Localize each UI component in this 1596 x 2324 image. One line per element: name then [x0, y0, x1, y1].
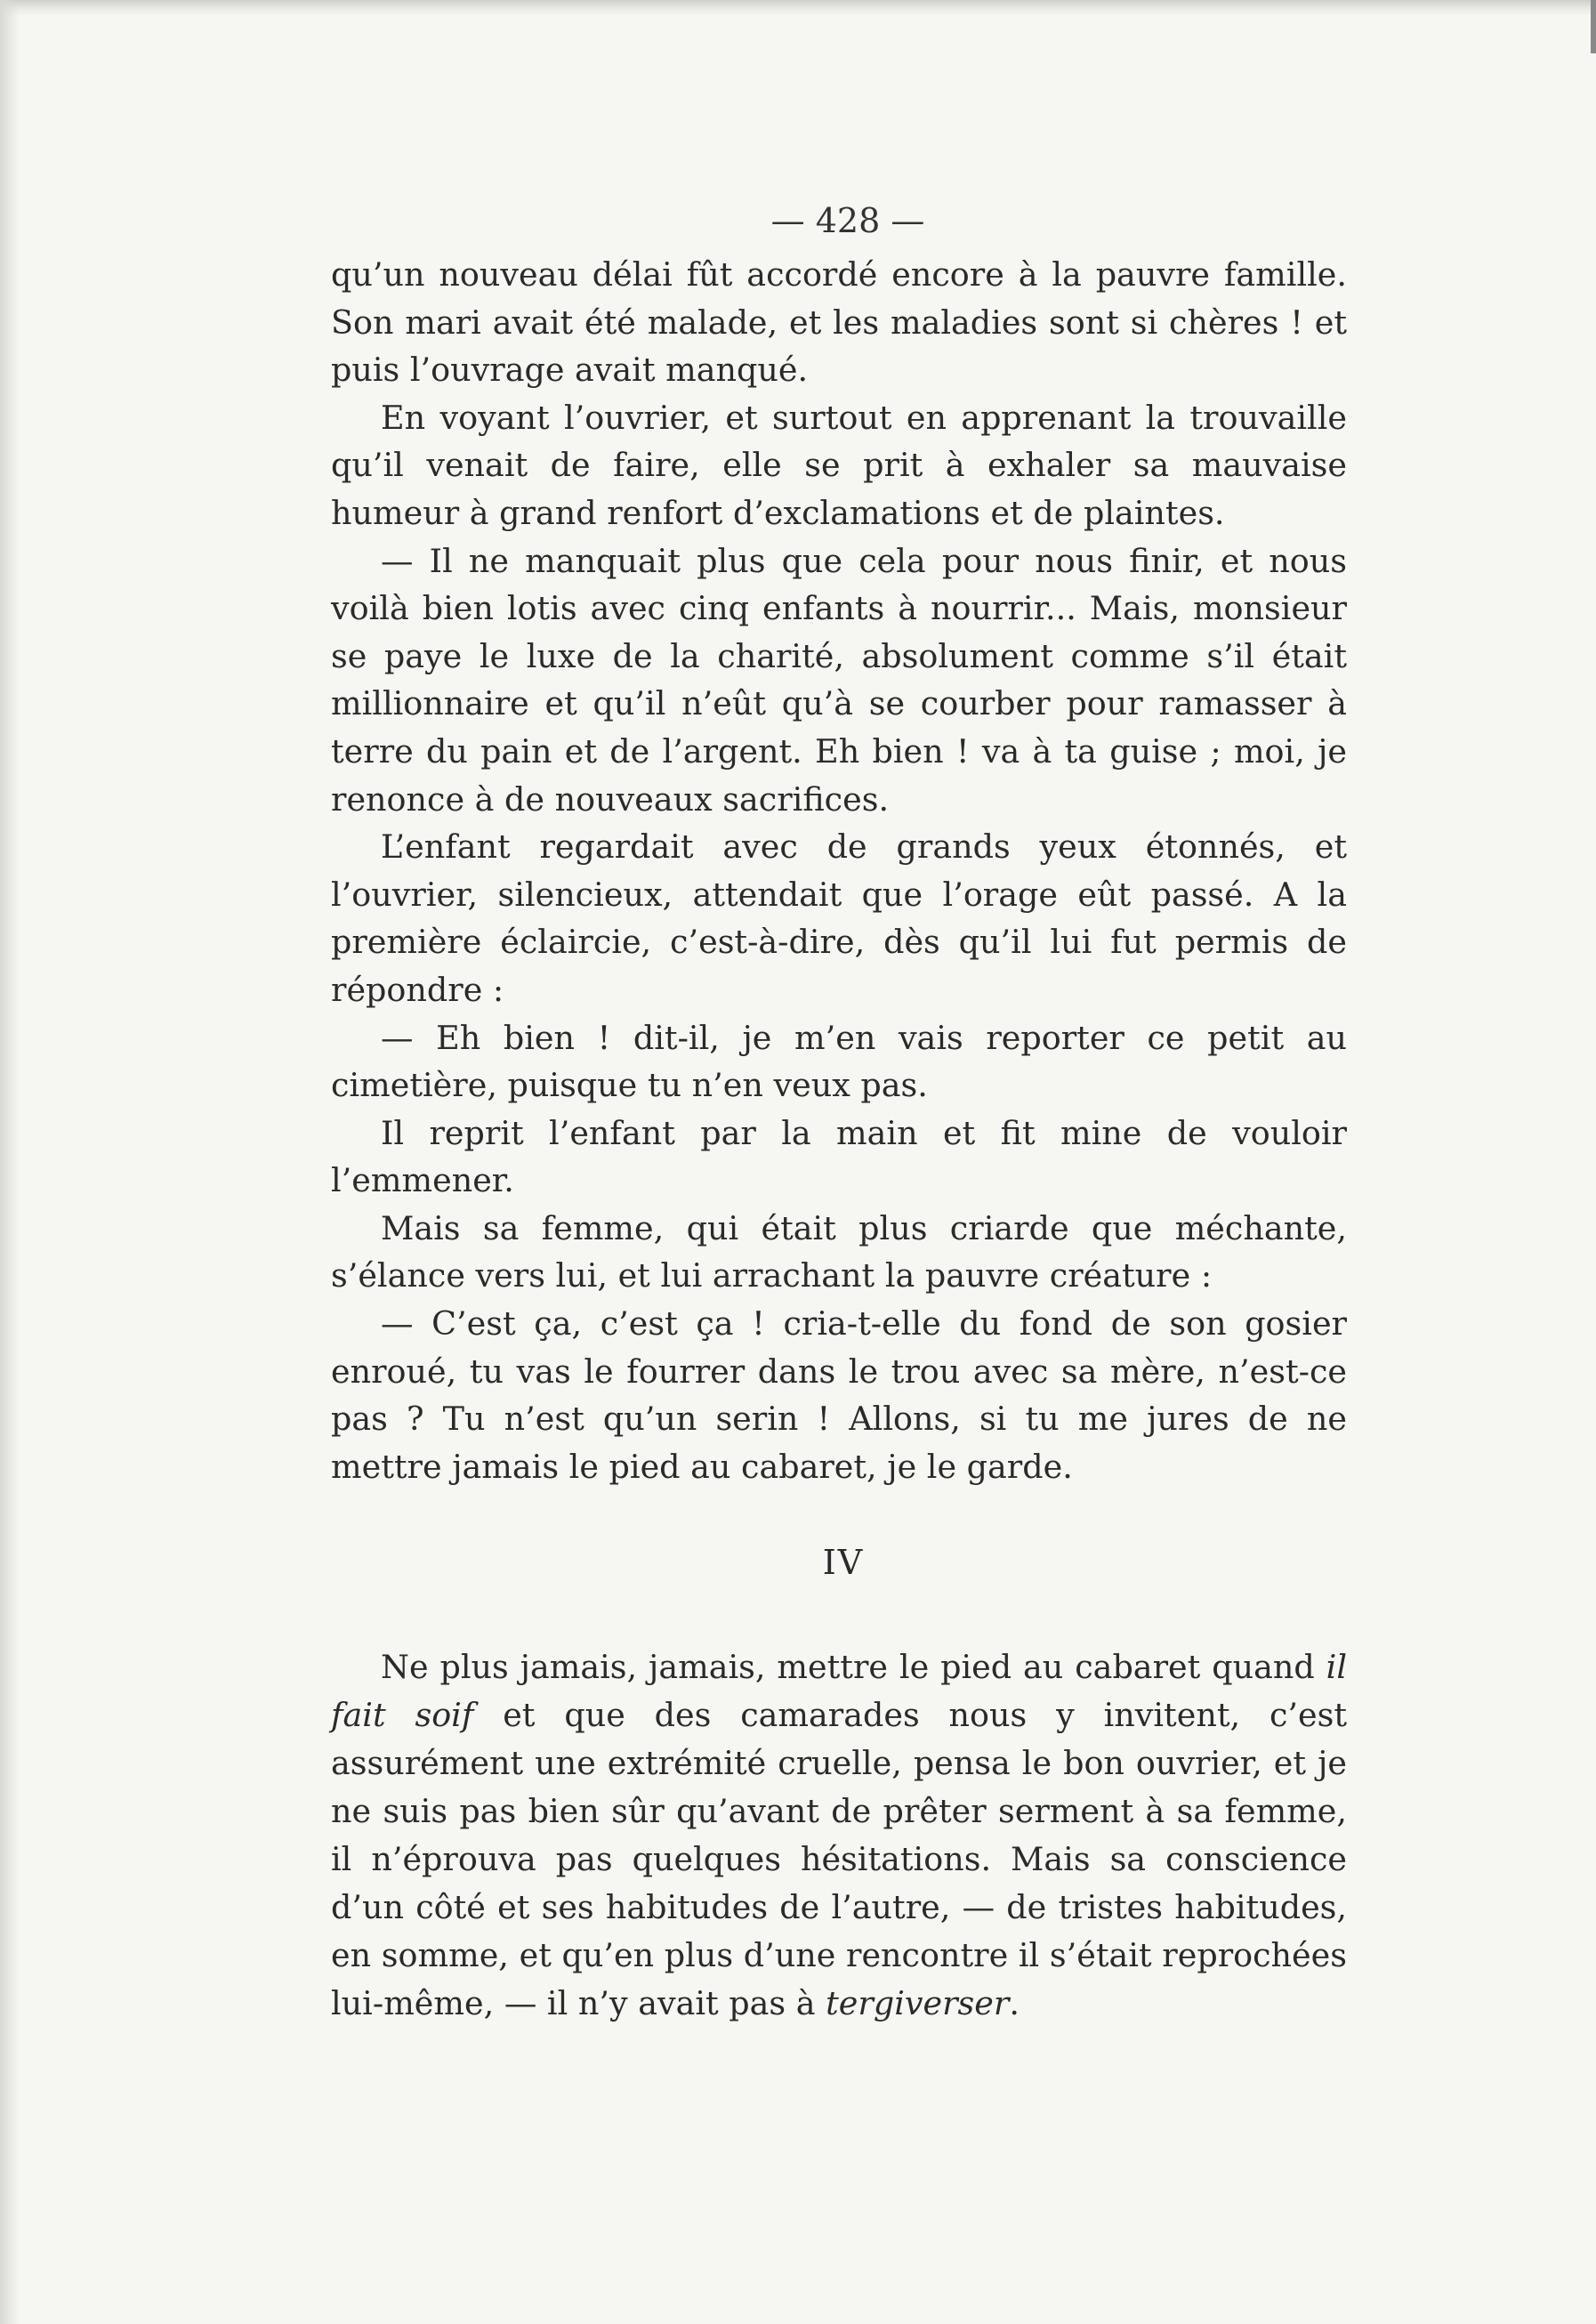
- paragraph: Mais sa femme, qui était plus criarde que méchante, s’élance vers lui, et lui arrachant la pauvre créature :: [331, 1208, 1347, 1295]
- scan-edge-right: [1591, 0, 1596, 53]
- scan-edge-left: [0, 0, 20, 2324]
- paragraph-dialogue: — Eh bien ! dit-il, je m’en vais reporter ce petit au cimetière, puisque tu n’en veux pas.: [331, 1018, 1347, 1105]
- paragraph-continuation: qu’un nouveau délai fût accordé encore à la pauvre famille. Son mari avait été malade, et les maladies sont si chères ! et puis l’ouvrage avait manqué.: [331, 255, 1347, 390]
- italic-word: tergiverser: [826, 1984, 1010, 2023]
- text-run: Ne plus jamais, jamais, mettre le pied au cabaret quand: [381, 1648, 1326, 1687]
- page-number: — 428 —: [770, 201, 925, 240]
- scan-edge-top: [0, 0, 1596, 16]
- body-text: [331, 251, 1347, 1490]
- book-page: [331, 198, 1347, 2028]
- paragraph: L’enfant regardait avec de grands yeux étonnés, et l’ouvrier, silencieux, attendait que l’orage eût passé. A la première éclaircie, c’est-à-dire, dès qu’il lui fut permis de répondre :: [331, 827, 1347, 1009]
- paragraph: En voyant l’ouvrier, et surtout en apprenant la trouvaille qu’il venait de faire, elle se prit à exhaler sa mauvaise humeur à grand renfort d’exclamations et de plaintes.: [331, 398, 1347, 532]
- italic-phrase: il fait soif: [331, 1648, 1347, 1735]
- text-run: .: [1009, 1984, 1020, 2023]
- section-paragraph: [331, 1643, 1347, 2028]
- section-text: [331, 1643, 1347, 2028]
- paragraph-dialogue: — Il ne manquait plus que cela pour nous finir, et nous voilà bien lotis avec cinq enfants à nourrir... Mais, monsieur se paye le luxe de la charité, absolument comme s’il était millionnaire et qu’il n’eût qu’à se courber pour ramasser à terre du pain et de l’argent. Eh bien ! va à ta guise ; moi, je renonce à de nouveaux sacrifices.: [331, 541, 1347, 819]
- section-heading: IV: [822, 1543, 865, 1583]
- paragraph-dialogue: — C’est ça, c’est ça ! cria-t-elle du fond de son gosier enroué, tu vas le fourrer dans le trou avec sa mère, n’est-ce pas ? Tu n’est qu’un serin ! Allons, si tu me jures de ne mettre jamais le pied au cabaret, je le garde.: [331, 1304, 1347, 1486]
- text-run: et que des camarades nous y invitent, c’est assurément une extrémité cruelle, pensa le bon ouvrier, et je ne suis pas bien sûr qu’avant de prêter serment à sa femme, il n’éprouva pas quelques hésitations. Mais sa conscience d’un côté et ses habitudes de l’autre, — de tristes habitudes, en somme, et qu’en plus d’une rencontre il s’était reprochées lui-même, — il n’y avait pas à: [331, 1696, 1347, 2023]
- paragraph: Il reprit l’enfant par la main et fit mine de vouloir l’emmener.: [331, 1113, 1347, 1200]
